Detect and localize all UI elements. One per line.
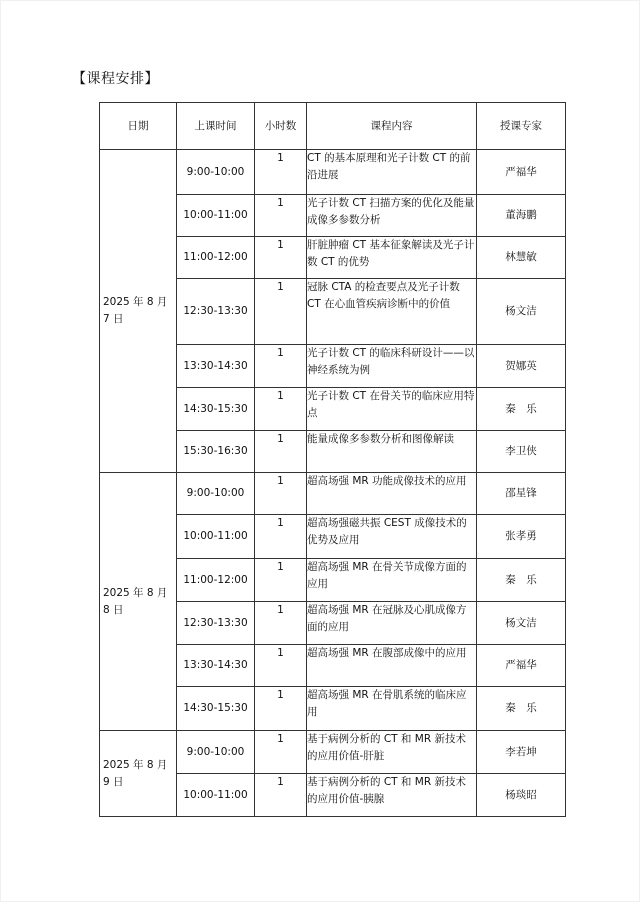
content-cell: 超高场强 MR 在冠脉及心肌成像方面的应用: [307, 602, 477, 645]
time-cell: 13:30-14:30: [177, 645, 255, 687]
header-expert: 授课专家: [477, 103, 566, 150]
hours-cell: 1: [255, 237, 307, 279]
content-cell: 超高场强磁共振 CEST 成像技术的优势及应用: [307, 515, 477, 559]
content-cell: 肝脏肿瘤 CT 基本征象解读及光子计数 CT 的优势: [307, 237, 477, 279]
expert-cell: 董海鹏: [477, 195, 566, 237]
header-time: 上课时间: [177, 103, 255, 150]
hours-cell: 1: [255, 279, 307, 345]
hours-cell: 1: [255, 559, 307, 602]
time-cell: 11:00-12:00: [177, 237, 255, 279]
header-hours: 小时数: [255, 103, 307, 150]
content-cell: 基于病例分析的 CT 和 MR 新技术的应用价值-肝脏: [307, 731, 477, 774]
expert-cell: 秦 乐: [477, 559, 566, 602]
expert-cell: 贺娜英: [477, 345, 566, 388]
expert-cell: 张孝勇: [477, 515, 566, 559]
hours-cell: 1: [255, 645, 307, 687]
time-cell: 14:30-15:30: [177, 388, 255, 431]
table-row: [100, 473, 566, 515]
hours-cell: 1: [255, 195, 307, 237]
expert-cell: 秦 乐: [477, 388, 566, 431]
hours-cell: 1: [255, 345, 307, 388]
expert-cell: 林慧敏: [477, 237, 566, 279]
content-cell: 能量成像多参数分析和图像解读: [307, 431, 477, 473]
hours-cell: 1: [255, 473, 307, 515]
hours-cell: 1: [255, 431, 307, 473]
hours-cell: 1: [255, 774, 307, 817]
expert-cell: 杨文洁: [477, 602, 566, 645]
table-row: [100, 150, 566, 195]
time-cell: 9:00-10:00: [177, 150, 255, 195]
time-cell: 10:00-11:00: [177, 515, 255, 559]
content-cell: 光子计数 CT 扫描方案的优化及能量成像多参数分析: [307, 195, 477, 237]
course-schedule-table: [99, 102, 566, 817]
time-cell: 12:30-13:30: [177, 602, 255, 645]
expert-cell: 严福华: [477, 150, 566, 195]
expert-cell: 严福华: [477, 645, 566, 687]
hours-cell: 1: [255, 388, 307, 431]
content-cell: 光子计数 CT 的临床科研设计——以神经系统为例: [307, 345, 477, 388]
table-row: [100, 731, 566, 774]
date-cell: 2025 年 8 月 7 日: [100, 150, 177, 473]
section-title: 【课程安排】: [72, 71, 159, 87]
time-cell: 11:00-12:00: [177, 559, 255, 602]
expert-cell: 杨琰昭: [477, 774, 566, 817]
time-cell: 14:30-15:30: [177, 687, 255, 731]
time-cell: 13:30-14:30: [177, 345, 255, 388]
time-cell: 15:30-16:30: [177, 431, 255, 473]
time-cell: 10:00-11:00: [177, 195, 255, 237]
time-cell: 9:00-10:00: [177, 473, 255, 515]
expert-cell: 秦 乐: [477, 687, 566, 731]
header-content: 课程内容: [307, 103, 477, 150]
content-cell: 超高场强 MR 在骨关节成像方面的应用: [307, 559, 477, 602]
hours-cell: 1: [255, 150, 307, 195]
hours-cell: 1: [255, 731, 307, 774]
hours-cell: 1: [255, 515, 307, 559]
date-cell: 2025 年 8 月 9 日: [100, 731, 177, 817]
content-cell: 冠脉 CTA 的检查要点及光子计数 CT 在心血管疾病诊断中的价值: [307, 279, 477, 345]
time-cell: 12:30-13:30: [177, 279, 255, 345]
table-header-row: [100, 103, 566, 150]
content-cell: 超高场强 MR 功能成像技术的应用: [307, 473, 477, 515]
hours-cell: 1: [255, 687, 307, 731]
expert-cell: 杨文洁: [477, 279, 566, 345]
expert-cell: 李若坤: [477, 731, 566, 774]
hours-cell: 1: [255, 602, 307, 645]
expert-cell: 李卫侠: [477, 431, 566, 473]
content-cell: 超高场强 MR 在骨肌系统的临床应用: [307, 687, 477, 731]
expert-cell: 邵星锋: [477, 473, 566, 515]
date-cell: 2025 年 8 月 8 日: [100, 473, 177, 731]
time-cell: 9:00-10:00: [177, 731, 255, 774]
content-cell: 光子计数 CT 在骨关节的临床应用特点: [307, 388, 477, 431]
content-cell: 超高场强 MR 在腹部成像中的应用: [307, 645, 477, 687]
content-cell: 基于病例分析的 CT 和 MR 新技术的应用价值-胰腺: [307, 774, 477, 817]
header-date: 日期: [100, 103, 177, 150]
time-cell: 10:00-11:00: [177, 774, 255, 817]
content-cell: CT 的基本原理和光子计数 CT 的前沿进展: [307, 150, 477, 195]
